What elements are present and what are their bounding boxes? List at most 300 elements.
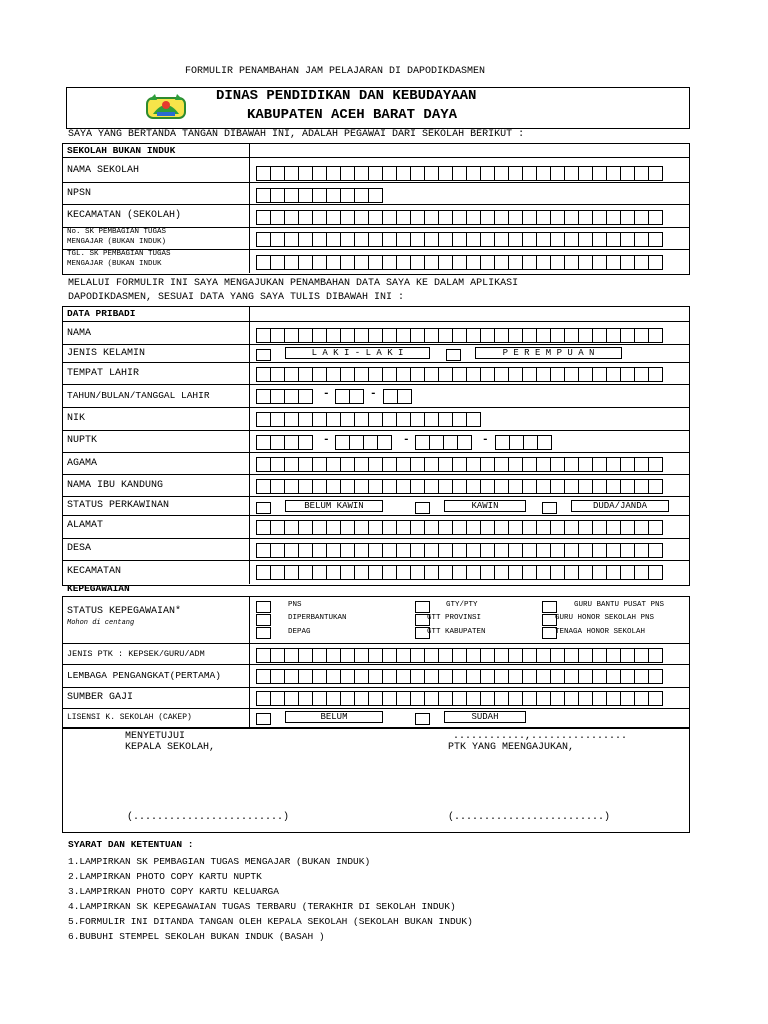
char-box[interactable] [634,457,649,472]
char-box[interactable] [564,565,579,580]
char-box[interactable] [648,255,663,270]
char-box[interactable] [508,520,523,535]
char-box[interactable] [354,648,369,663]
char-box[interactable] [368,669,383,684]
char-box[interactable] [494,565,509,580]
char-box[interactable] [466,520,481,535]
char-box[interactable] [480,210,495,225]
char-box[interactable] [340,412,355,427]
char-box[interactable] [410,328,425,343]
char-box[interactable] [410,543,425,558]
char-box[interactable] [494,520,509,535]
char-box[interactable] [634,565,649,580]
char-box[interactable] [634,210,649,225]
input-kecamatan-sekolah[interactable] [256,210,662,224]
char-box[interactable] [382,166,397,181]
char-box[interactable] [326,210,341,225]
char-box[interactable] [606,255,621,270]
char-box[interactable] [536,565,551,580]
char-box[interactable] [592,328,607,343]
char-box[interactable] [480,367,495,382]
char-box[interactable] [438,210,453,225]
char-box[interactable] [256,367,271,382]
char-box[interactable] [438,691,453,706]
char-box[interactable] [522,669,537,684]
char-box[interactable] [466,669,481,684]
char-box[interactable] [284,367,299,382]
char-box[interactable] [508,232,523,247]
char-box[interactable] [363,435,378,450]
char-box[interactable] [298,389,313,404]
char-box[interactable] [466,457,481,472]
char-box[interactable] [340,166,355,181]
char-box[interactable] [326,232,341,247]
char-box[interactable] [312,543,327,558]
char-box[interactable] [592,543,607,558]
char-box[interactable] [284,520,299,535]
char-box[interactable] [592,255,607,270]
char-box[interactable] [349,435,364,450]
char-box[interactable] [578,166,593,181]
char-box[interactable] [522,232,537,247]
char-box[interactable] [396,210,411,225]
char-box[interactable] [592,210,607,225]
char-box[interactable] [312,328,327,343]
char-box[interactable] [578,479,593,494]
char-box[interactable] [480,669,495,684]
char-box[interactable] [452,543,467,558]
char-box[interactable] [578,691,593,706]
char-box[interactable] [578,543,593,558]
char-box[interactable] [298,479,313,494]
checkbox-laki[interactable] [256,349,271,361]
char-box[interactable] [349,389,364,404]
char-box[interactable] [522,255,537,270]
char-box[interactable] [368,232,383,247]
char-box[interactable] [550,328,565,343]
char-box[interactable] [270,565,285,580]
char-box[interactable] [494,367,509,382]
char-box[interactable] [438,543,453,558]
char-box[interactable] [410,210,425,225]
input-nama[interactable] [256,328,662,342]
char-box[interactable] [396,412,411,427]
char-box[interactable] [550,255,565,270]
char-box[interactable] [564,255,579,270]
char-box[interactable] [298,232,313,247]
char-box[interactable] [536,543,551,558]
char-box[interactable] [452,367,467,382]
char-box[interactable] [256,210,271,225]
char-box[interactable] [648,479,663,494]
char-box[interactable] [270,210,285,225]
char-box[interactable] [550,367,565,382]
char-box[interactable] [354,565,369,580]
char-box[interactable] [438,232,453,247]
char-box[interactable] [424,367,439,382]
char-box[interactable] [284,669,299,684]
input-nuptk-1[interactable] [256,435,312,449]
char-box[interactable] [480,565,495,580]
char-box[interactable] [452,255,467,270]
char-box[interactable] [452,328,467,343]
char-box[interactable] [494,328,509,343]
char-box[interactable] [466,479,481,494]
char-box[interactable] [312,367,327,382]
char-box[interactable] [270,389,285,404]
char-box[interactable] [256,328,271,343]
char-box[interactable] [634,520,649,535]
char-box[interactable] [354,232,369,247]
char-box[interactable] [410,367,425,382]
char-box[interactable] [620,691,635,706]
char-box[interactable] [354,479,369,494]
char-box[interactable] [494,255,509,270]
char-box[interactable] [270,669,285,684]
checkbox-kawin[interactable] [415,502,430,514]
char-box[interactable] [648,367,663,382]
char-box[interactable] [508,648,523,663]
char-box[interactable] [410,691,425,706]
char-box[interactable] [452,565,467,580]
char-box[interactable] [466,565,481,580]
char-box[interactable] [648,691,663,706]
char-box[interactable] [382,691,397,706]
char-box[interactable] [312,691,327,706]
char-box[interactable] [284,543,299,558]
checkbox-diperbantukan[interactable] [256,614,271,626]
char-box[interactable] [298,210,313,225]
char-box[interactable] [326,412,341,427]
char-box[interactable] [438,328,453,343]
char-box[interactable] [648,457,663,472]
char-box[interactable] [438,367,453,382]
char-box[interactable] [326,367,341,382]
char-box[interactable] [326,520,341,535]
char-box[interactable] [564,479,579,494]
char-box[interactable] [368,210,383,225]
char-box[interactable] [634,367,649,382]
char-box[interactable] [354,255,369,270]
char-box[interactable] [522,520,537,535]
char-box[interactable] [550,520,565,535]
char-box[interactable] [578,367,593,382]
char-box[interactable] [396,457,411,472]
input-alamat[interactable] [256,520,662,534]
char-box[interactable] [410,412,425,427]
char-box[interactable] [452,520,467,535]
char-box[interactable] [620,232,635,247]
checkbox-gty[interactable] [415,601,430,613]
char-box[interactable] [508,255,523,270]
char-box[interactable] [382,543,397,558]
char-box[interactable] [606,648,621,663]
char-box[interactable] [452,669,467,684]
char-box[interactable] [578,520,593,535]
char-box[interactable] [508,669,523,684]
char-box[interactable] [326,328,341,343]
char-box[interactable] [508,479,523,494]
char-box[interactable] [620,457,635,472]
input-jenis-ptk[interactable] [256,648,662,662]
char-box[interactable] [466,255,481,270]
char-box[interactable] [466,232,481,247]
char-box[interactable] [410,648,425,663]
char-box[interactable] [494,669,509,684]
char-box[interactable] [340,565,355,580]
char-box[interactable] [606,328,621,343]
char-box[interactable] [312,232,327,247]
char-box[interactable] [494,648,509,663]
char-box[interactable] [606,565,621,580]
input-nuptk-4[interactable] [495,435,551,449]
char-box[interactable] [326,457,341,472]
input-tahun[interactable] [256,389,312,403]
char-box[interactable] [620,669,635,684]
char-box[interactable] [284,232,299,247]
char-box[interactable] [270,520,285,535]
char-box[interactable] [312,457,327,472]
char-box[interactable] [284,479,299,494]
char-box[interactable] [410,457,425,472]
char-box[interactable] [438,648,453,663]
char-box[interactable] [620,255,635,270]
char-box[interactable] [335,435,350,450]
char-box[interactable] [256,166,271,181]
char-box[interactable] [606,479,621,494]
char-box[interactable] [550,565,565,580]
char-box[interactable] [550,543,565,558]
char-box[interactable] [410,166,425,181]
char-box[interactable] [537,435,552,450]
char-box[interactable] [564,210,579,225]
input-nama-sekolah[interactable] [256,166,662,180]
char-box[interactable] [606,543,621,558]
input-ibu[interactable] [256,479,662,493]
char-box[interactable] [495,435,510,450]
char-box[interactable] [578,210,593,225]
char-box[interactable] [508,565,523,580]
char-box[interactable] [326,188,341,203]
char-box[interactable] [550,479,565,494]
char-box[interactable] [536,648,551,663]
char-box[interactable] [578,669,593,684]
char-box[interactable] [354,691,369,706]
char-box[interactable] [480,479,495,494]
char-box[interactable] [592,479,607,494]
char-box[interactable] [522,479,537,494]
char-box[interactable] [578,457,593,472]
char-box[interactable] [424,328,439,343]
char-box[interactable] [480,166,495,181]
char-box[interactable] [298,328,313,343]
char-box[interactable] [256,412,271,427]
char-box[interactable] [396,543,411,558]
char-box[interactable] [648,328,663,343]
char-box[interactable] [592,648,607,663]
char-box[interactable] [270,543,285,558]
char-box[interactable] [620,543,635,558]
char-box[interactable] [340,255,355,270]
char-box[interactable] [452,412,467,427]
char-box[interactable] [606,210,621,225]
char-box[interactable] [424,648,439,663]
char-box[interactable] [424,479,439,494]
char-box[interactable] [382,565,397,580]
char-box[interactable] [592,669,607,684]
char-box[interactable] [377,435,392,450]
char-box[interactable] [438,457,453,472]
char-box[interactable] [592,367,607,382]
char-box[interactable] [429,435,444,450]
char-box[interactable] [326,479,341,494]
char-box[interactable] [354,543,369,558]
char-box[interactable] [396,232,411,247]
char-box[interactable] [466,166,481,181]
char-box[interactable] [396,367,411,382]
char-box[interactable] [452,691,467,706]
char-box[interactable] [312,479,327,494]
char-box[interactable] [480,648,495,663]
char-box[interactable] [382,520,397,535]
char-box[interactable] [452,457,467,472]
checkbox-perempuan[interactable] [446,349,461,361]
char-box[interactable] [340,367,355,382]
char-box[interactable] [340,479,355,494]
char-box[interactable] [508,210,523,225]
char-box[interactable] [466,543,481,558]
char-box[interactable] [298,691,313,706]
char-box[interactable] [480,691,495,706]
char-box[interactable] [424,255,439,270]
char-box[interactable] [270,479,285,494]
char-box[interactable] [438,565,453,580]
char-box[interactable] [606,457,621,472]
char-box[interactable] [312,648,327,663]
char-box[interactable] [536,166,551,181]
char-box[interactable] [284,389,299,404]
char-box[interactable] [396,669,411,684]
char-box[interactable] [634,479,649,494]
char-box[interactable] [410,565,425,580]
char-box[interactable] [368,457,383,472]
char-box[interactable] [536,255,551,270]
char-box[interactable] [578,565,593,580]
input-lembaga[interactable] [256,669,662,683]
char-box[interactable] [634,648,649,663]
char-box[interactable] [606,520,621,535]
char-box[interactable] [284,188,299,203]
char-box[interactable] [550,166,565,181]
char-box[interactable] [298,520,313,535]
char-box[interactable] [494,691,509,706]
char-box[interactable] [256,457,271,472]
char-box[interactable] [522,210,537,225]
char-box[interactable] [620,328,635,343]
char-box[interactable] [634,166,649,181]
char-box[interactable] [368,328,383,343]
char-box[interactable] [368,543,383,558]
checkbox-pns[interactable] [256,601,271,613]
char-box[interactable] [415,435,430,450]
char-box[interactable] [592,520,607,535]
char-box[interactable] [648,210,663,225]
checkbox-duda-janda[interactable] [542,502,557,514]
char-box[interactable] [382,232,397,247]
char-box[interactable] [368,648,383,663]
char-box[interactable] [424,412,439,427]
char-box[interactable] [480,232,495,247]
char-box[interactable] [396,166,411,181]
char-box[interactable] [620,166,635,181]
char-box[interactable] [466,367,481,382]
char-box[interactable] [284,255,299,270]
char-box[interactable] [410,479,425,494]
input-npsn[interactable] [256,188,382,202]
char-box[interactable] [312,412,327,427]
char-box[interactable] [270,648,285,663]
char-box[interactable] [564,691,579,706]
char-box[interactable] [368,255,383,270]
char-box[interactable] [522,457,537,472]
char-box[interactable] [284,435,299,450]
input-tanggal[interactable] [383,389,411,403]
char-box[interactable] [256,543,271,558]
char-box[interactable] [396,691,411,706]
char-box[interactable] [256,232,271,247]
char-box[interactable] [536,210,551,225]
char-box[interactable] [354,457,369,472]
char-box[interactable] [340,232,355,247]
char-box[interactable] [270,367,285,382]
char-box[interactable] [256,389,271,404]
input-nuptk-3[interactable] [415,435,471,449]
char-box[interactable] [326,691,341,706]
char-box[interactable] [443,435,458,450]
char-box[interactable] [424,457,439,472]
char-box[interactable] [256,669,271,684]
char-box[interactable] [634,232,649,247]
char-box[interactable] [340,691,355,706]
char-box[interactable] [509,435,524,450]
char-box[interactable] [270,166,285,181]
char-box[interactable] [523,435,538,450]
char-box[interactable] [522,565,537,580]
char-box[interactable] [536,232,551,247]
char-box[interactable] [368,520,383,535]
char-box[interactable] [424,565,439,580]
char-box[interactable] [256,520,271,535]
char-box[interactable] [452,648,467,663]
char-box[interactable] [368,367,383,382]
char-box[interactable] [424,166,439,181]
char-box[interactable] [480,543,495,558]
char-box[interactable] [466,691,481,706]
char-box[interactable] [382,669,397,684]
char-box[interactable] [340,328,355,343]
char-box[interactable] [284,328,299,343]
char-box[interactable] [550,669,565,684]
char-box[interactable] [550,210,565,225]
char-box[interactable] [312,166,327,181]
char-box[interactable] [424,691,439,706]
char-box[interactable] [354,210,369,225]
char-box[interactable] [564,166,579,181]
char-box[interactable] [298,255,313,270]
char-box[interactable] [270,435,285,450]
char-box[interactable] [256,188,271,203]
char-box[interactable] [452,210,467,225]
